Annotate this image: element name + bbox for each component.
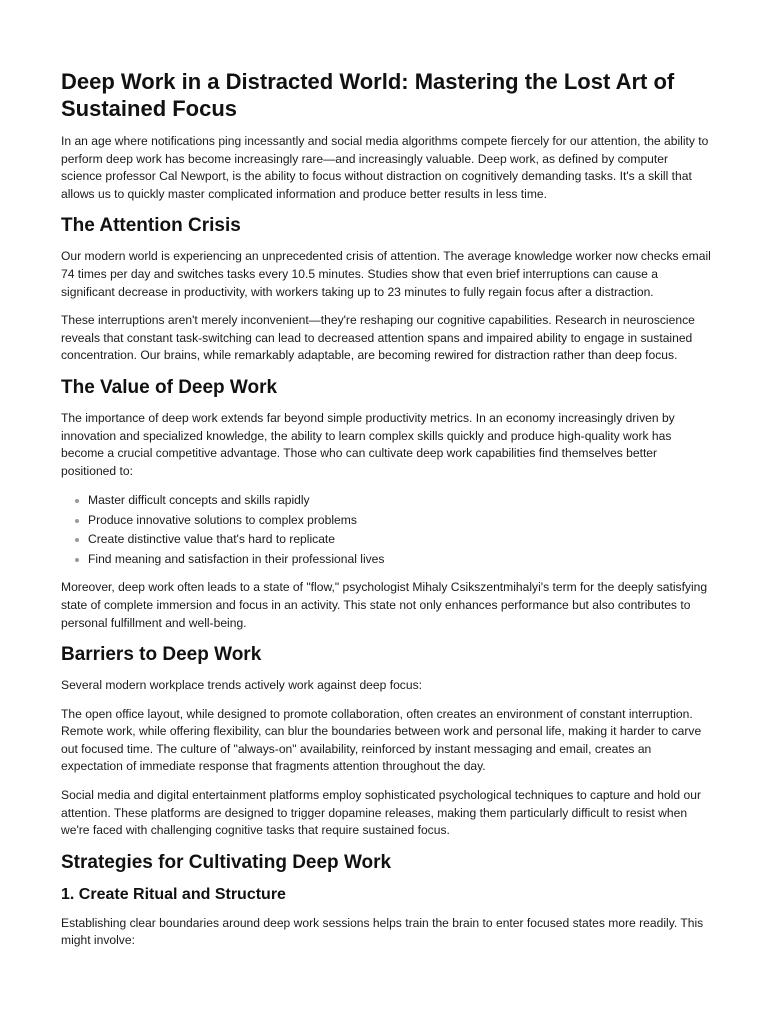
bullet-icon: [75, 558, 79, 562]
subsection-heading-ritual-structure: 1. Create Ritual and Structure: [61, 885, 286, 903]
section-heading-barriers: Barriers to Deep Work: [61, 644, 262, 666]
intro-paragraph: In an age where notifications ping incessantly and social media algorithms compete fiercely for our attention, the ability to perform deep work has become increasingly rare—and increasingly valuable. Deep work, as defined by computer science professor Cal Newport, is the ability to focus without distraction on cognitively demanding tasks. It's a skill that allows us to quickly master complicated information and produce better results in less time.: [61, 134, 709, 201]
section-heading-value-of-deep-work: The Value of Deep Work: [61, 376, 278, 398]
bullet-icon: [75, 519, 79, 523]
section-heading-attention-crisis: The Attention Crisis: [61, 215, 241, 237]
barriers-paragraph-1: Several modern workplace trends actively work against deep focus:: [61, 678, 422, 693]
value-bullet-list: [61, 491, 711, 569]
value-paragraph-1: The importance of deep work extends far beyond simple productivity metrics. In an economy increasingly driven by innovation and specialized knowledge, the ability to learn complex skills quickly and produce high-quality work has become a crucial competitive advantage. Those who can cultivate deep work capabilities find themselves better positioned to:: [61, 410, 675, 478]
article: [61, 68, 711, 961]
list-item: Create distinctive value that's hard to replicate: [88, 530, 711, 550]
strategies-paragraph-1: Establishing clear boundaries around deep work sessions helps train the brain to enter focused states more readily. This might involve:: [61, 915, 704, 948]
barriers-paragraph-3: Social media and digital entertainment platforms employ sophisticated psychological techniques to capture and hold our attention. These platforms are designed to trigger dopamine releases, making them particularly difficult to resist when we're faced with challenging cognitive tasks that require sustained focus.: [61, 788, 702, 838]
bullet-icon: [75, 499, 79, 503]
bullet-icon: [75, 538, 79, 542]
list-item: Produce innovative solutions to complex problems: [88, 511, 711, 531]
list-item: Master difficult concepts and skills rapidly: [88, 491, 711, 511]
list-item: Find meaning and satisfaction in their professional lives: [88, 550, 711, 570]
article-title: Deep Work in a Distracted World: Mastering the Lost Art of Sustained Focus: [61, 69, 675, 121]
barriers-paragraph-2: The open office layout, while designed to promote collaboration, often creates an environment of constant interruption. Remote work, while offering flexibility, can blur the boundaries between work and personal life, making it harder to carve out focused time. The culture of "always-on" availability, reinforced by instant messaging and email, creates an expectation of immediate response that fragments attention throughout the day.: [61, 706, 702, 774]
section-heading-strategies: Strategies for Cultivating Deep Work: [61, 851, 392, 873]
attention-paragraph-1: Our modern world is experiencing an unprecedented crisis of attention. The average knowledge worker now checks email 74 times per day and switches tasks every 10.5 minutes. Studies show that even brief interruptions can cause a significant decrease in productivity, with workers taking up to 23 minutes to fully regain focus after a distraction.: [61, 249, 711, 299]
value-paragraph-2: Moreover, deep work often leads to a state of "flow," psychologist Mihaly Csikszentmihalyi's term for the deeply satisfying state of complete immersion and focus in an activity. This state not only enhances performance but also contributes to personal fulfillment and well-being.: [61, 580, 708, 630]
attention-paragraph-2: These interruptions aren't merely inconvenient—they're reshaping our cognitive capabilities. Research in neuroscience reveals that constant task-switching can lead to decreased attention spans and impaired ability to engage in sustained concentration. Our brains, while remarkably adaptable, are becoming rewired for distraction rather than deep focus.: [61, 313, 695, 363]
